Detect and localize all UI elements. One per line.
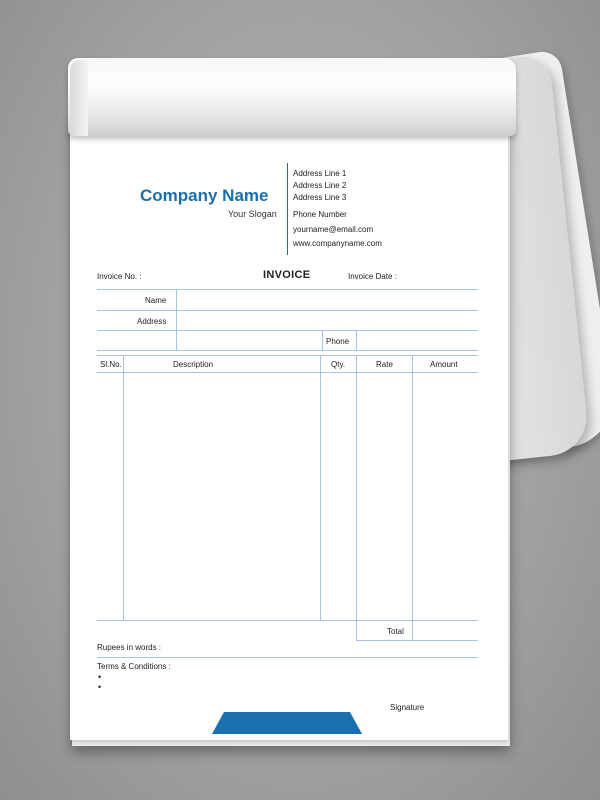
rule	[97, 289, 478, 290]
rule	[322, 330, 323, 350]
col-header-rate: Rate	[376, 360, 393, 369]
rule	[412, 355, 413, 640]
rule	[97, 372, 478, 373]
rule	[97, 350, 478, 351]
address-line-1: Address Line 1	[293, 169, 347, 178]
address-line-3: Address Line 3	[293, 193, 347, 202]
rule	[356, 330, 357, 350]
header-divider	[287, 163, 288, 255]
rule	[176, 289, 177, 350]
terms-label: Terms & Conditions :	[97, 662, 171, 671]
pad-binding	[68, 58, 516, 136]
terms-bullet: •	[98, 672, 102, 682]
rule	[97, 657, 478, 658]
page-tab-marker	[212, 712, 362, 734]
rule	[97, 620, 478, 621]
rule	[356, 640, 478, 641]
invoice-title: INVOICE	[263, 269, 311, 281]
company-slogan: Your Slogan	[228, 209, 277, 219]
rule	[356, 355, 357, 640]
address-line-2: Address Line 2	[293, 181, 347, 190]
col-header-qty: Qty.	[331, 360, 346, 369]
website: www.companyname.com	[293, 239, 382, 248]
company-name: Company Name	[140, 186, 269, 205]
phone-number: Phone Number	[293, 210, 347, 219]
phone-label: Phone	[326, 337, 350, 346]
rupees-in-words-label: Rupees in words :	[97, 643, 162, 652]
col-header-amount: Amount	[430, 360, 458, 369]
col-header-description: Description	[173, 360, 214, 369]
rule	[97, 310, 478, 311]
rule	[97, 330, 478, 331]
signature-label: Signature	[390, 703, 425, 712]
rule	[97, 355, 478, 356]
email-address: yourname@email.com	[293, 225, 374, 234]
rule	[320, 355, 321, 620]
total-label: Total	[387, 627, 404, 636]
name-label: Name	[145, 296, 167, 305]
rule	[123, 355, 124, 620]
pad-binding-roll	[70, 60, 88, 136]
col-header-slno: Sl.No.	[100, 360, 122, 369]
address-label: Address	[137, 317, 167, 326]
invoice-date-label: Invoice Date :	[348, 272, 397, 281]
terms-bullet: •	[98, 682, 102, 692]
invoice-number-label: Invoice No. :	[97, 272, 142, 281]
